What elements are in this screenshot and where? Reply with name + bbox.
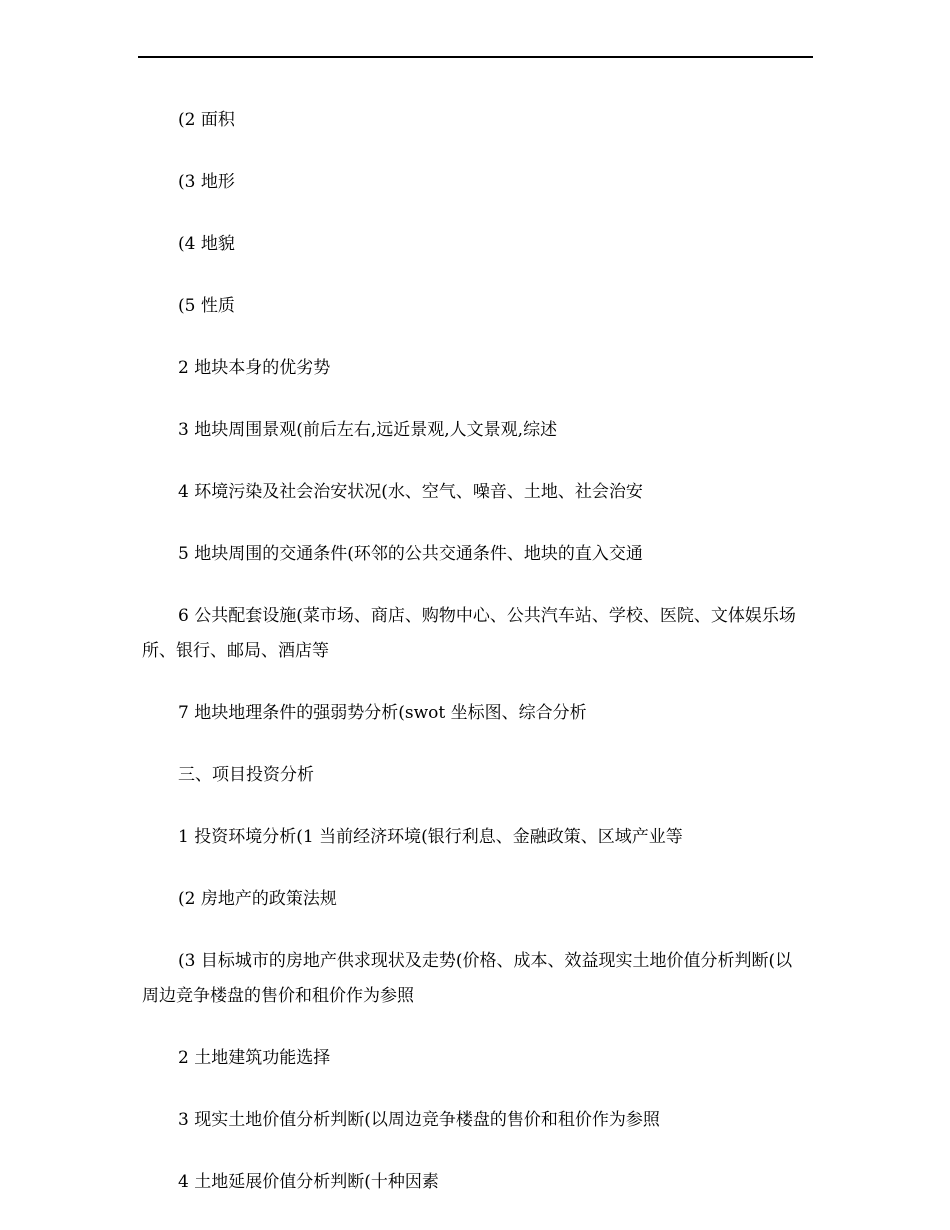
paragraph-investment-env: 1 投资环境分析(1 当前经济环境(银行利息、金融政策、区域产业等	[178, 827, 683, 847]
paragraph-swot: 7 地块地理条件的强弱势分析(swot 坐标图、综合分析	[178, 703, 587, 723]
paragraph-terrain: (3 地形	[178, 172, 235, 192]
paragraph-land-value: 3 现实土地价值分析判断(以周边竞争楼盘的售价和租价作为参照	[178, 1110, 660, 1130]
paragraph-supply-demand: (3 目标城市的房地产供求现状及走势(价格、成本、效益现实土地价值分析判断(以周边竞争楼盘的售价和租价作为参照	[142, 951, 793, 1006]
paragraph-landform: (4 地貌	[178, 234, 235, 254]
paragraph-policy: (2 房地产的政策法规	[178, 889, 337, 909]
document-body	[142, 103, 802, 1227]
paragraph-area: (2 面积	[178, 110, 235, 130]
paragraph-extended-value: 4 土地延展价值分析判断(十种因素	[178, 1172, 439, 1192]
paragraph-landscape: 3 地块周围景观(前后左右,远近景观,人文景观,综述	[178, 420, 558, 440]
paragraph-traffic: 5 地块周围的交通条件(环邻的公共交通条件、地块的直入交通	[178, 544, 643, 564]
header-rule	[138, 56, 813, 58]
paragraph-plot-strengths: 2 地块本身的优劣势	[178, 358, 331, 378]
section-heading-investment: 三、项目投资分析	[178, 765, 314, 785]
paragraph-building-function: 2 土地建筑功能选择	[178, 1048, 331, 1068]
paragraph-environment: 4 环境污染及社会治安状况(水、空气、噪音、土地、社会治安	[178, 482, 643, 502]
paragraph-nature: (5 性质	[178, 296, 235, 316]
paragraph-facilities: 6 公共配套设施(菜市场、商店、购物中心、公共汽车站、学校、医院、文体娱乐场所、银行、邮局、酒店等	[142, 606, 796, 661]
